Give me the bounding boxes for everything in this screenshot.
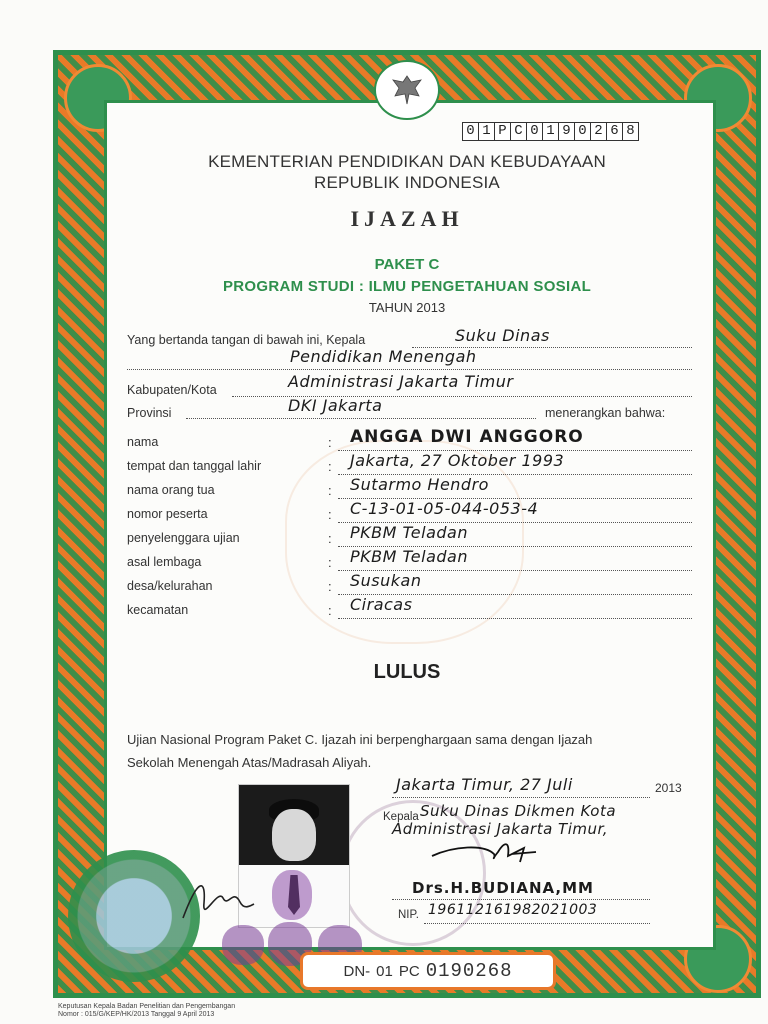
field-label: penyelenggara ujian bbox=[127, 531, 240, 545]
intro-value-2: Pendidikan Menengah bbox=[290, 347, 477, 366]
office-line-2: Administrasi Jakarta Timur, bbox=[392, 820, 609, 838]
serial-digit: 0 bbox=[463, 123, 479, 140]
intro-value-1: Suku Dinas bbox=[455, 326, 550, 345]
field-value: Jakarta, 27 Oktober 1993 bbox=[350, 451, 565, 470]
dotted-line bbox=[424, 923, 650, 924]
serial-digit: 0 bbox=[527, 123, 543, 140]
official-name: Drs.H.BUDIANA,MM bbox=[412, 879, 594, 897]
provinsi-value: DKI Jakarta bbox=[288, 396, 383, 415]
field-value: ANGGA DWI ANGGORO bbox=[350, 427, 584, 447]
nip-label: NIP. bbox=[398, 909, 419, 921]
program-heading: PROGRAM STUDI : ILMU PENGETAHUAN SOSIAL bbox=[222, 278, 592, 295]
dotted-line bbox=[392, 899, 650, 900]
document-number-value: 0190268 bbox=[425, 960, 513, 982]
serial-number-box bbox=[462, 122, 639, 141]
ministry-heading bbox=[104, 151, 710, 193]
serial-digit: 1 bbox=[543, 123, 559, 140]
statement-line-1: Ujian Nasional Program Paket C. Ijazah ini berpenghargaan sama dengan Ijazah bbox=[127, 732, 593, 747]
paket-heading: PAKET C bbox=[374, 256, 440, 273]
footnote bbox=[58, 1003, 235, 1019]
document-number-prefix: DN- bbox=[343, 962, 371, 980]
document-number-pc: PC bbox=[398, 962, 420, 980]
serial-digit: C bbox=[511, 123, 527, 140]
serial-digit: 2 bbox=[591, 123, 607, 140]
field-label: kecamatan bbox=[127, 603, 189, 617]
kepala-label: Kepala bbox=[383, 811, 419, 823]
garuda-emblem-icon bbox=[374, 60, 440, 120]
field-value: C-13-01-05-044-053-4 bbox=[350, 499, 539, 518]
serial-digit: 1 bbox=[479, 123, 495, 140]
kabupaten-label: Kabupaten/Kota bbox=[127, 383, 217, 397]
menerangkan-text: menerangkan bahwa: bbox=[545, 406, 666, 420]
kabupaten-value: Administrasi Jakarta Timur bbox=[288, 372, 514, 391]
field-value: PKBM Teladan bbox=[350, 547, 468, 566]
ministry-line-1: KEMENTERIAN PENDIDIKAN DAN KEBUDAYAAN bbox=[208, 152, 606, 171]
dotted-line bbox=[338, 618, 692, 619]
statement-line-2: Sekolah Menengah Atas/Madrasah Aliyah. bbox=[127, 755, 372, 770]
provinsi-label: Provinsi bbox=[127, 406, 172, 420]
field-label: desa/kelurahan bbox=[127, 579, 213, 593]
document-number-box bbox=[300, 952, 556, 990]
field-value: Ciracas bbox=[350, 595, 413, 614]
field-value: PKBM Teladan bbox=[350, 523, 468, 542]
office-line-1: Suku Dinas Dikmen Kota bbox=[420, 802, 617, 820]
field-colon: : bbox=[328, 507, 332, 522]
field-colon: : bbox=[328, 531, 332, 546]
field-label: nama orang tua bbox=[127, 483, 215, 497]
fingerprint bbox=[222, 925, 264, 965]
field-label: asal lembaga bbox=[127, 555, 202, 569]
nip-value: 196112161982021003 bbox=[428, 902, 598, 918]
field-colon: : bbox=[328, 579, 332, 594]
field-value: Sutarmo Hendro bbox=[350, 475, 489, 494]
fingerprint-on-photo bbox=[272, 870, 312, 920]
field-label: tempat dan tanggal lahir bbox=[127, 459, 262, 473]
dotted-line bbox=[127, 369, 692, 370]
serial-digit: 9 bbox=[559, 123, 575, 140]
footnote-line-1: Keputusan Kepala Badan Penelitian dan Pengembangan bbox=[58, 1003, 236, 1010]
field-label: nomor peserta bbox=[127, 507, 208, 521]
document-number-middle: 01 bbox=[376, 962, 393, 980]
result-status: LULUS bbox=[373, 661, 441, 683]
year-heading: TAHUN 2013 bbox=[368, 300, 446, 315]
field-colon: : bbox=[328, 603, 332, 618]
dotted-line bbox=[186, 418, 536, 419]
signature-year: 2013 bbox=[655, 781, 682, 795]
serial-digit: P bbox=[495, 123, 511, 140]
dotted-line bbox=[392, 797, 650, 798]
serial-digit: 8 bbox=[626, 123, 635, 139]
student-signature bbox=[178, 868, 258, 928]
footnote-line-2: Nomor : 015/G/KEP/HK/2013 Tanggal 9 April 2013 bbox=[58, 1011, 215, 1018]
field-colon: : bbox=[328, 483, 332, 498]
field-value: Susukan bbox=[350, 571, 422, 590]
field-colon: : bbox=[328, 459, 332, 474]
ministry-line-2: REPUBLIK INDONESIA bbox=[314, 173, 500, 192]
field-colon: : bbox=[328, 555, 332, 570]
field-colon: : bbox=[328, 435, 332, 450]
official-signature bbox=[424, 836, 544, 866]
intro-label: Yang bertanda tangan di bawah ini, Kepala bbox=[127, 333, 366, 347]
field-label: nama bbox=[127, 435, 159, 449]
serial-digit: 6 bbox=[607, 123, 623, 140]
serial-digit: 0 bbox=[575, 123, 591, 140]
document-title: IJAZAH bbox=[350, 206, 464, 231]
signature-place-date: Jakarta Timur, 27 Juli bbox=[396, 775, 573, 794]
